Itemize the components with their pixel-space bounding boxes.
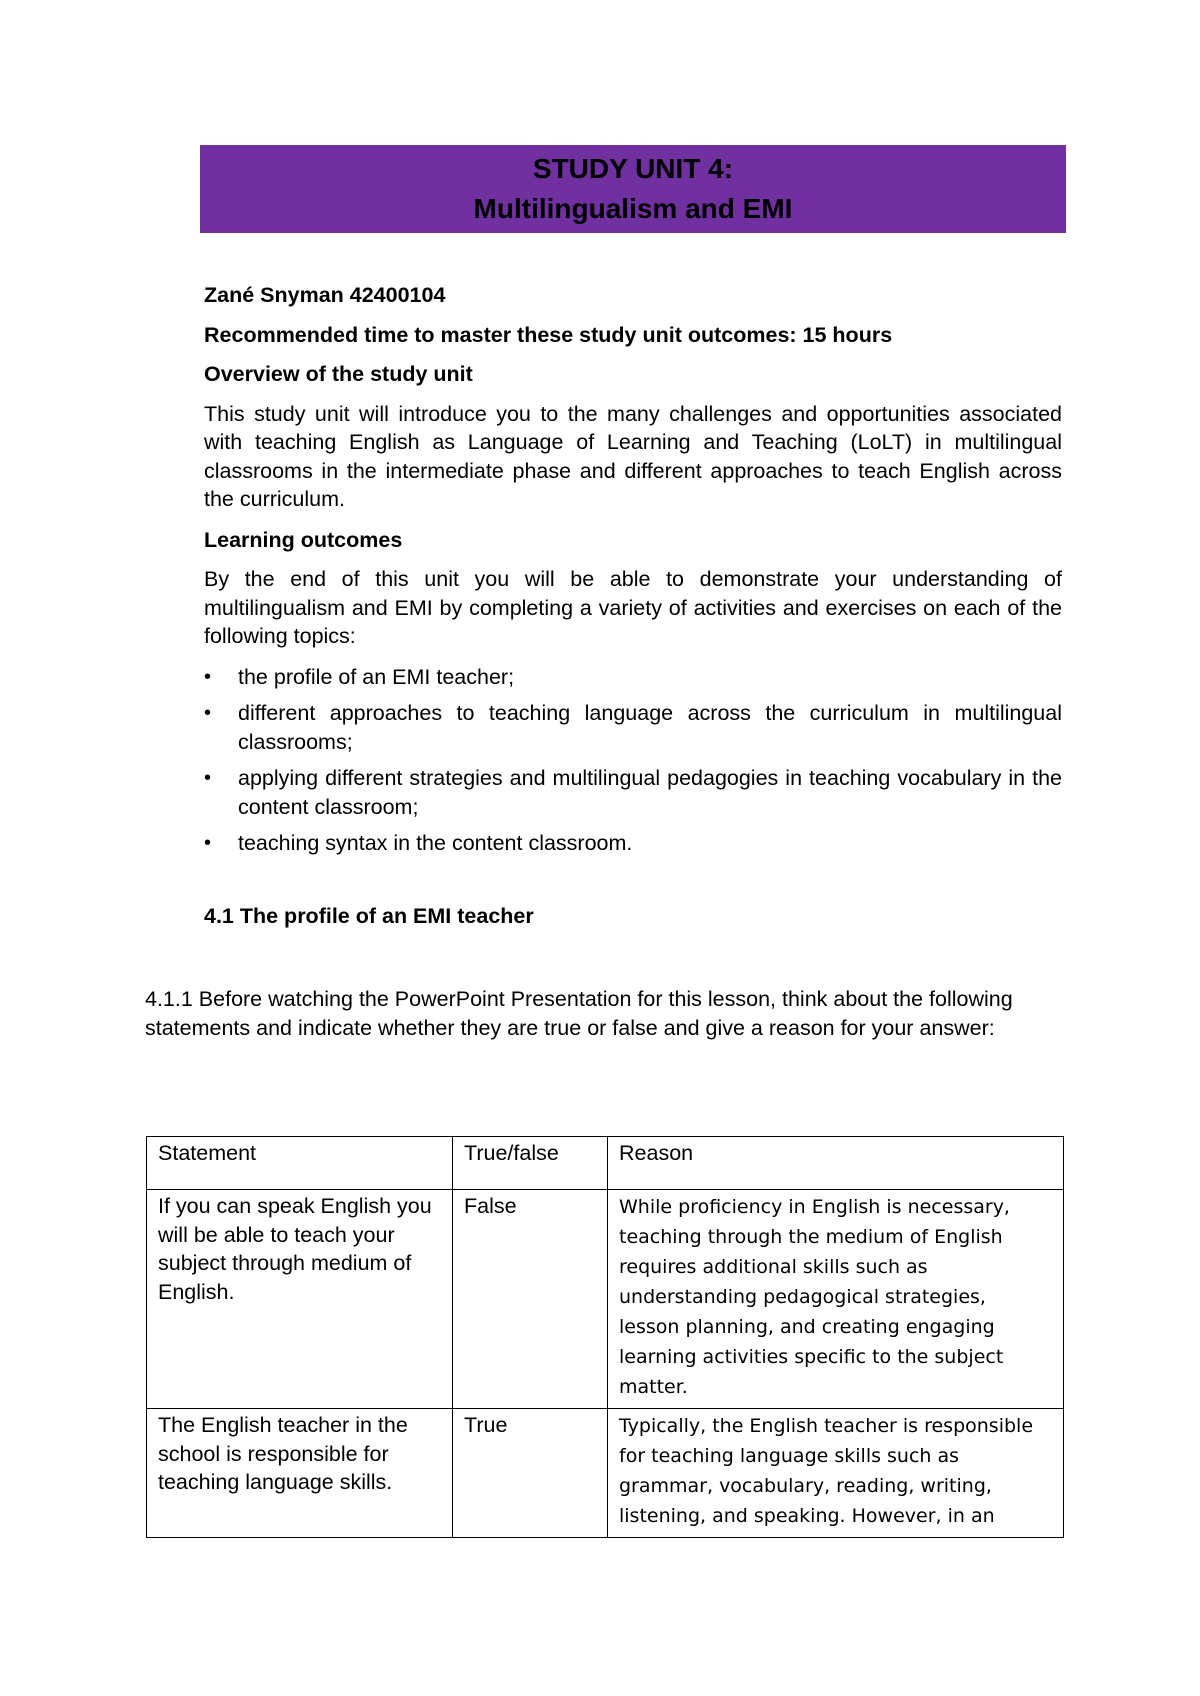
reason-cell: Typically, the English teacher is responsible for teaching language skills such as grammar, vocabulary, reading, writing, listening, and speaking. However, in an bbox=[608, 1409, 1064, 1538]
reason-cell: While proficiency in English is necessary, teaching through the medium of English requires additional skills such as understanding pedagogical strategies, lesson planning, and creating engaging learning activities specific to the subject matter. bbox=[608, 1190, 1064, 1409]
bullet-icon: • bbox=[204, 665, 212, 688]
true-false-cell: True bbox=[453, 1409, 608, 1538]
bullet-icon: • bbox=[204, 832, 212, 854]
table-row bbox=[147, 1409, 1064, 1538]
overview-text: This study unit will introduce you to the many challenges and opportunities associated with teaching English as Language of Learning and Teaching (LoLT) in multilingual classrooms in the intermediate phase and different approaches to teach English across the curriculum. bbox=[204, 401, 1062, 511]
title-banner bbox=[200, 145, 1066, 233]
header-reason: Reason bbox=[608, 1137, 1064, 1190]
table-header-row bbox=[147, 1137, 1064, 1190]
statements-table bbox=[146, 1136, 1064, 1538]
list-item bbox=[204, 699, 1062, 756]
overview-heading: Overview of the study unit bbox=[204, 362, 473, 386]
outcomes-list bbox=[204, 663, 1062, 858]
list-item-text: the profile of an EMI teacher; bbox=[238, 664, 515, 689]
title-line-2: Multilingualism and EMI bbox=[473, 193, 793, 224]
statement-cell: The English teacher in the school is responsible for teaching language skills. bbox=[147, 1409, 453, 1538]
unit-content bbox=[204, 281, 1062, 866]
list-item-text: applying different strategies and multilingual pedagogies in teaching vocabulary in the content classroom; bbox=[238, 766, 1062, 819]
recommended-time: Recommended time to master these study unit outcomes: 15 hours bbox=[204, 322, 893, 347]
title-line-1: STUDY UNIT 4: bbox=[532, 153, 734, 184]
author-line: Zané Snyman 42400104 bbox=[204, 283, 446, 307]
table-row bbox=[147, 1190, 1064, 1409]
bullet-icon: • bbox=[204, 767, 212, 789]
exercise-instructions: 4.1.1 Before watching the PowerPoint Presentation for this lesson, think about the following statements and indicate whether they are true or false and give a reason for your answer: bbox=[145, 987, 1013, 1040]
learning-outcomes-heading: Learning outcomes bbox=[204, 527, 403, 552]
true-false-cell: False bbox=[453, 1190, 608, 1409]
header-true-false: True/false bbox=[453, 1137, 608, 1190]
statement-cell: If you can speak English you will be able to teach your subject through medium of English. bbox=[147, 1190, 453, 1409]
outcomes-intro: By the end of this unit you will be able to demonstrate your understanding of multilingualism and EMI by completing a variety of activities and exercises on each of the following topics: bbox=[204, 567, 1062, 648]
list-item-text: different approaches to teaching language across the curriculum in multilingual classrooms; bbox=[238, 701, 1062, 754]
list-item bbox=[204, 663, 1062, 692]
list-item bbox=[204, 829, 1062, 858]
list-item bbox=[204, 764, 1062, 821]
section-heading: 4.1 The profile of an EMI teacher bbox=[204, 904, 534, 928]
header-statement: Statement bbox=[147, 1137, 453, 1190]
bullet-icon: • bbox=[204, 702, 212, 724]
list-item-text: teaching syntax in the content classroom. bbox=[238, 831, 633, 855]
